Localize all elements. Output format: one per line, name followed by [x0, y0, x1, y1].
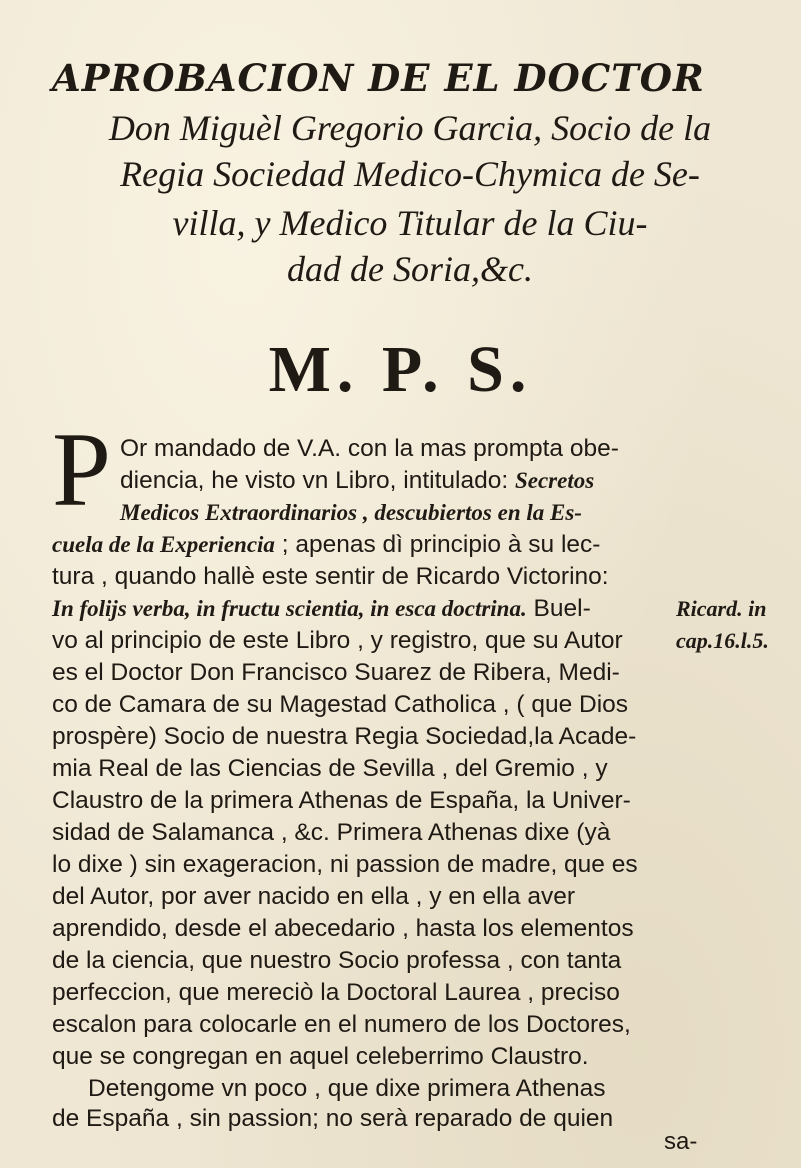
body-line: [120, 466, 750, 496]
body-line: perfeccion, que mereciò la Doctoral Laurea , preciso: [52, 979, 620, 1006]
book-title-continued: cuela de la Experiencia: [52, 532, 275, 557]
body-line: Medicos Extraordinarios , descubiertos en la Es-: [120, 500, 582, 525]
body-line: de la ciencia, que nuestro Socio professa , con tanta: [52, 947, 622, 974]
salutation-initials: M. P. S.: [268, 333, 533, 406]
body-line: aprendido, desde el abecedario , hasta los elementos: [52, 915, 634, 942]
drop-cap-letter: P: [52, 411, 111, 528]
body-line: Detengome vn poco , que dixe primera Athenas: [88, 1075, 606, 1102]
body-line: del Autor, por aver nacido en ella , y en ella aver: [52, 883, 575, 910]
heading-subtitle-line-2: Regia Sociedad Medico-Chymica de Se-: [120, 154, 700, 194]
heading-subtitle-line-4: dad de Soria,&c.: [287, 249, 533, 289]
body-line: In folijs verba, in fructu scientia, in esca doctrina. Buel-: [52, 595, 591, 622]
body-line: tura , quando hallè este sentir de Ricardo Victorino:: [52, 563, 609, 590]
heading-subtitle-line-3: villa, y Medico Titular de la Ciu-: [172, 203, 648, 243]
body-line: mia Real de las Ciencias de Sevilla , del Gremio , y: [52, 755, 608, 782]
body-line: Claustro de la primera Athenas de España, la Univer-: [52, 787, 631, 814]
body-line-text: diencia, he visto vn Libro, intitulado:: [120, 467, 509, 494]
body-line: co de Camara de su Magestad Catholica , ( que Dios: [52, 691, 629, 718]
heading-subtitle-line-1: Don Miguèl Gregorio Garcia, Socio de la: [108, 108, 712, 148]
margin-reference: cap.16.l.5.: [676, 628, 769, 653]
body-line: que se congregan en aquel celeberrimo Claustro.: [52, 1043, 589, 1070]
body-line: escalon para colocarle en el numero de los Doctores,: [52, 1011, 631, 1038]
body-line: de España , sin passion; no serà reparado de quien: [52, 1105, 614, 1132]
body-line: Or mandado de V.A. con la mas prompta obe-: [120, 435, 619, 462]
latin-quotation: In folijs verba, in fructu scientia, in esca doctrina.: [52, 596, 527, 621]
body-line: lo dixe ) sin exageracion, ni passion de madre, que es: [52, 851, 638, 878]
body-line: es el Doctor Don Francisco Suarez de Ribera, Medi-: [52, 659, 620, 686]
catchword: sa-: [664, 1128, 698, 1155]
body-line: sidad de Salamanca , &c. Primera Athenas dixe (yà: [52, 819, 611, 846]
book-title-word: Secretos: [514, 468, 595, 493]
body-line: prospère) Socio de nuestra Regia Sociedad,la Acade-: [52, 723, 637, 750]
heading-title: APROBACION DE EL DOCTOR: [52, 56, 705, 100]
body-line: vo al principio de este Libro , y registro, que su Autor: [52, 627, 623, 654]
body-line: cuela de la Experiencia ; apenas dì principio à su lec-: [52, 531, 601, 558]
margin-reference: Ricard. in: [676, 596, 767, 621]
